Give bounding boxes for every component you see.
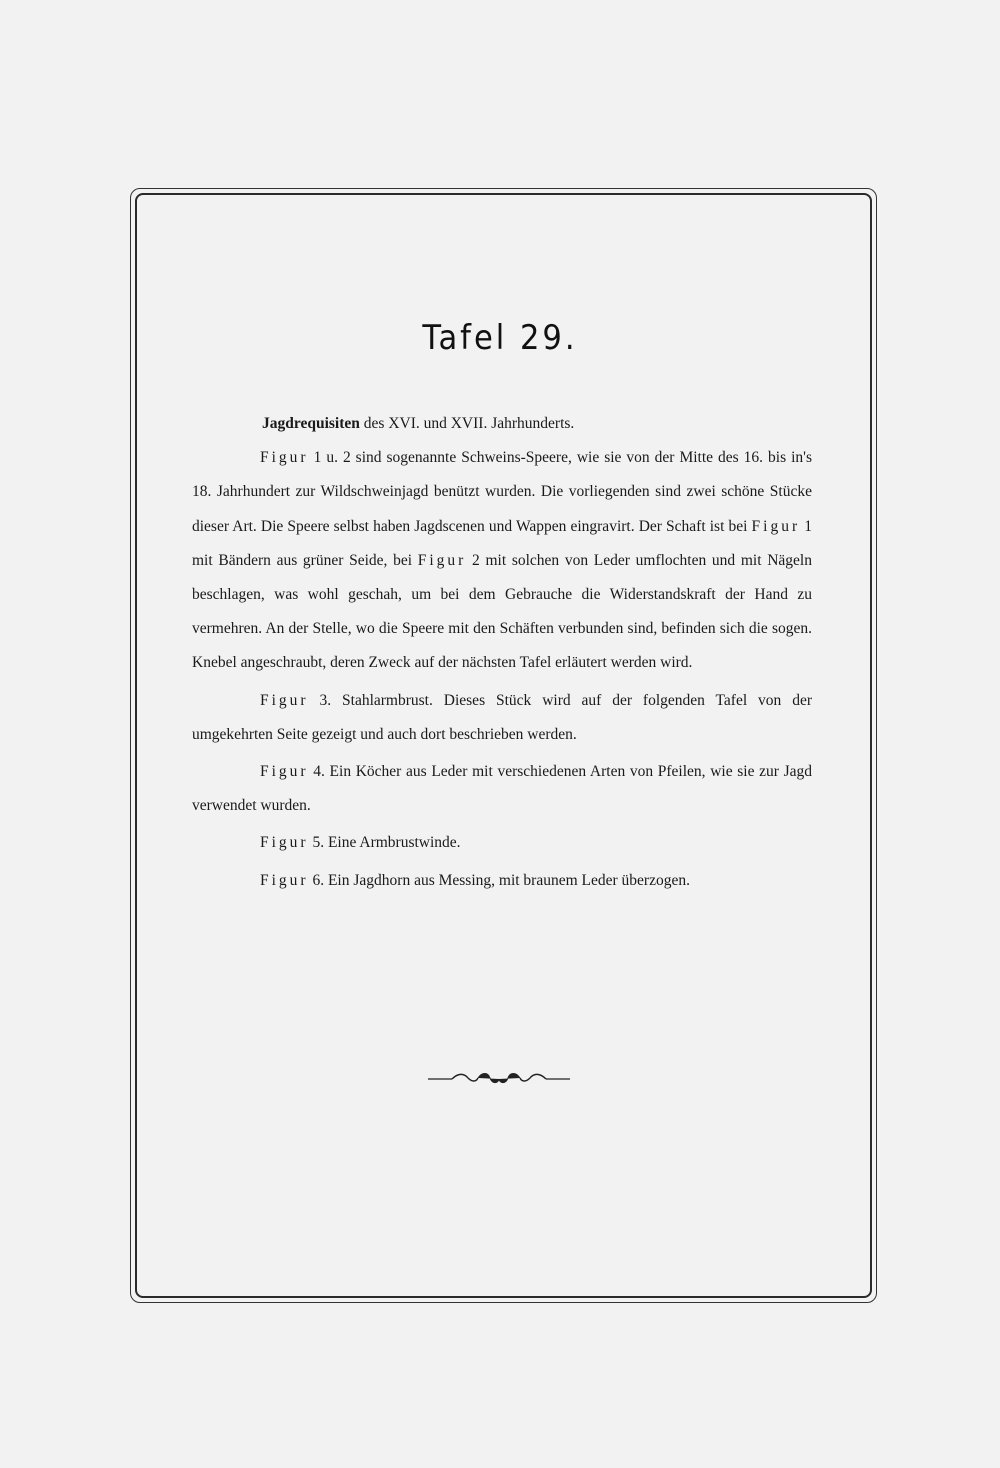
figur-label: Figur <box>751 517 801 535</box>
paragraph-text: 4. Ein Köcher aus Leder mit verschiedenen Arten von Pfeilen, wie sie zur Jagd verwendet wurden. <box>192 763 812 815</box>
paragraph-text: 5. Eine Armbrustwinde. <box>308 834 461 852</box>
figur-label: Figur <box>260 871 309 889</box>
figur-label: Figur <box>260 834 309 852</box>
paragraph-text: 1 u. 2 sind sogenannte Schweins-Speere, wie sie von der Mitte des 16. bis in's 18. Jahrhundert zur Wildschweinjagd benützt wurden. Die vorliegenden sind zwei schöne Stücke dieser Art. Die Speere selbst haben Jagdscenen und Wappen eingravirt. Der Schaft ist bei <box>192 449 812 535</box>
paragraph-text: 2 mit solchen von Leder umflochten und mit Nägeln beschlagen, was wohl geschah, um bei dem Gebrauche die Widerstandskraft der Hand zu vermehren. An der Stelle, wo die Speere mit den Schäften verbunden sind, befinden sich die sogen. Knebel angeschraubt, deren Zweck auf der nächsten Tafel erläutert werden wird. <box>192 551 812 672</box>
paragraph-text: 6. Ein Jagdhorn aus Messing, mit braunem Leder überzogen. <box>308 871 690 889</box>
decorative-divider-icon <box>428 1070 570 1088</box>
intro-bold: Jagdrequisiten <box>262 415 360 432</box>
figur-label: Figur <box>417 551 467 569</box>
figur-label: Figur <box>260 691 309 709</box>
paragraph-figur-4 <box>192 755 812 823</box>
paragraph-figur-5 <box>192 826 812 860</box>
paragraph-figur-6 <box>192 864 812 898</box>
paragraph-figur-1-2 <box>192 441 812 680</box>
paragraph-figur-3 <box>192 684 812 752</box>
figur-label: Figur <box>260 763 309 781</box>
figur-label: Figur <box>260 449 309 467</box>
intro-line <box>192 407 812 441</box>
intro-rest: des XVI. und XVII. Jahrhunderts. <box>359 415 575 432</box>
paragraph-text: 1 mit Bändern aus grüner Seide, bei <box>192 517 812 569</box>
body-text <box>192 407 812 901</box>
paragraph-text: 3. Stahlarmbrust. Dieses Stück wird auf der folgenden Tafel von der umgekehrten Seite gezeigt und auch dort beschrieben werden. <box>192 691 812 743</box>
page-title: Tafel 29. <box>422 318 578 358</box>
